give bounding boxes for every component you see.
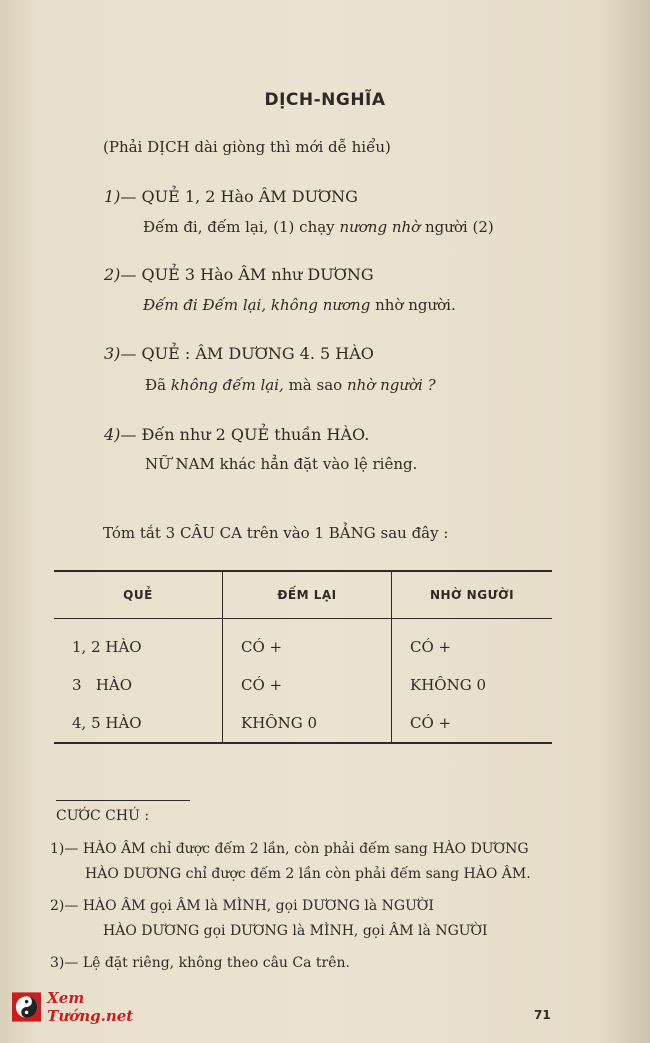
- item-2-line: [104, 265, 374, 284]
- table-cell: CÓ +: [223, 666, 392, 704]
- item-number: 3)—: [104, 344, 137, 363]
- item-sub-italic: nhờ người ?: [346, 376, 436, 394]
- item-4-sub: [145, 455, 417, 473]
- table-header-que: QUẺ: [54, 571, 223, 619]
- table-row: [54, 619, 552, 667]
- subtitle: (Phải DỊCH dài giòng thì mới dễ hiểu): [103, 138, 391, 156]
- item-text: QUẺ : ÂM DƯƠNG 4. 5 HÀO: [141, 344, 374, 363]
- note-2-line2: HÀO DƯƠNG gọi DƯƠNG là MÌNH, gọi ÂM là NGƯỜI: [103, 923, 488, 939]
- item-sub-italic: nương nhờ: [339, 218, 421, 236]
- item-number: 2)—: [104, 265, 137, 284]
- table-cell: CÓ +: [392, 704, 553, 743]
- table-cell: CÓ +: [392, 619, 553, 667]
- note-text: HÀO ÂM gọi ÂM là MÌNH, gọi DƯƠNG là NGƯỜI: [82, 898, 434, 914]
- item-1-sub: [143, 218, 494, 236]
- item-4-line: [104, 425, 369, 444]
- item-3-line: [104, 344, 374, 363]
- note-2-line1: [50, 898, 434, 914]
- note-text: Lệ đặt riêng, không theo câu Ca trên.: [82, 955, 350, 971]
- item-sub-text: NỮ NAM khác hẳn đặt vào lệ riêng.: [145, 455, 418, 473]
- notes-title: CƯỚC CHÚ :: [56, 808, 150, 824]
- notes-divider: [56, 800, 190, 801]
- note-3-line1: [50, 955, 350, 971]
- page-title: DỊCH-NGHĨA: [264, 90, 386, 110]
- note-1-line1: [50, 841, 529, 857]
- table-cell: KHÔNG 0: [392, 666, 553, 704]
- table-cell: KHÔNG 0: [223, 704, 392, 743]
- table-row: [54, 666, 552, 704]
- item-1-line: [104, 187, 358, 206]
- yin-yang-icon: [12, 992, 41, 1022]
- item-sub-text: người (2): [424, 218, 494, 236]
- note-text: HÀO ÂM chỉ được đếm 2 lần, còn phải đếm sang HÀO DƯƠNG: [82, 841, 529, 857]
- item-sub-text: Đã: [145, 376, 167, 394]
- logo-text: Xem Tướng.net: [47, 989, 134, 1025]
- note-number: 1)—: [50, 841, 79, 857]
- summary-text: Tóm tắt 3 CÂU CA trên vào 1 BẢNG sau đây :: [103, 524, 449, 542]
- item-sub-italic: Đếm đi Đếm lại, không nương: [143, 296, 371, 314]
- item-2-sub: [143, 296, 456, 314]
- site-logo[interactable]: [12, 990, 172, 1024]
- table-header-dem-lai: ĐẾM LẠI: [223, 571, 392, 619]
- item-number: 4)—: [104, 425, 137, 444]
- table-cell: 1, 2 HÀO: [72, 638, 142, 656]
- item-sub-italic: không đếm lại,: [170, 376, 284, 394]
- item-text: QUẺ 1, 2 Hào ÂM DƯƠNG: [141, 187, 358, 206]
- table-row: [54, 704, 552, 743]
- item-text: QUẺ 3 Hào ÂM như DƯƠNG: [141, 265, 374, 284]
- table-header-nho-nguoi: NHỜ NGƯỜI: [392, 571, 553, 619]
- item-number: 1)—: [104, 187, 137, 206]
- note-number: 2)—: [50, 898, 79, 914]
- table-cell: CÓ +: [223, 619, 392, 667]
- item-sub-text: Đếm đi, đếm lại, (1) chạy: [143, 218, 335, 236]
- item-3-sub: [145, 376, 436, 394]
- item-text: Đến như 2 QUẺ thuần HÀO.: [141, 425, 370, 444]
- page-number: 71: [534, 1008, 551, 1022]
- table-header-row: [54, 571, 552, 619]
- item-sub-text: mà sao: [288, 376, 343, 394]
- table-cell: 3 HÀO: [72, 676, 133, 694]
- summary-table: [54, 570, 552, 744]
- item-sub-text: nhờ người.: [375, 296, 456, 314]
- note-number: 3)—: [50, 955, 79, 971]
- note-1-line2: HÀO DƯƠNG chỉ được đếm 2 lần còn phải đếm sang HÀO ÂM.: [85, 866, 531, 882]
- table-cell: 4, 5 HÀO: [72, 714, 142, 732]
